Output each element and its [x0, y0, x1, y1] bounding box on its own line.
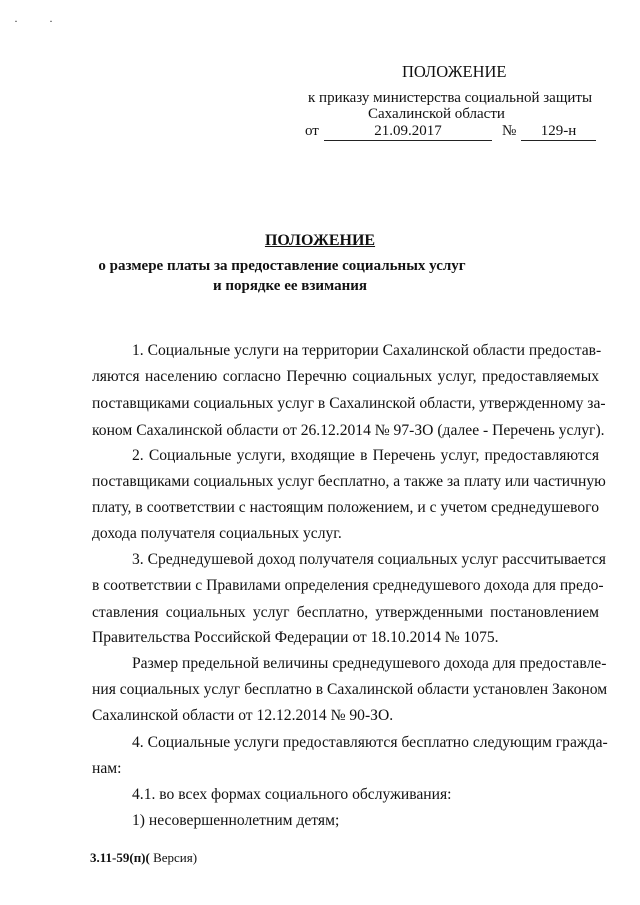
- body-line: дохода получателя социальных услуг.: [92, 525, 342, 542]
- body-line: 1) несовершеннолетним детям;: [132, 812, 340, 829]
- body-line: ляются населению согласно Перечню социальных услуг, предоставляемых: [92, 368, 599, 385]
- footer-version: Версия): [149, 850, 198, 865]
- body-line: коном Сахалинской области от 26.12.2014 № 97-ЗО (далее - Перечень услуг).: [92, 422, 605, 439]
- body-line: 2. Социальные услуги, входящие в Перечень услуг, предоставляются: [132, 447, 599, 464]
- document-title: [0, 232, 640, 250]
- body-line: в соответствии с Правилами определения среднедушевого дохода для предо-: [92, 577, 604, 594]
- body-line: Правительства Российской Федерации от 18.10.2014 № 1075.: [92, 629, 499, 646]
- header-order-line: к приказу министерства социальной защиты: [308, 90, 593, 106]
- body-line: ния социальных услуг бесплатно в Сахалинской области установлен Законом: [92, 681, 608, 698]
- header-number-sign: №: [502, 123, 517, 139]
- header-date: 21.09.2017: [324, 123, 492, 141]
- body-line: поставщиками социальных услуг бесплатно, а также за плату или частичную: [92, 473, 606, 490]
- body-line: 1. Социальные услуги на территории Сахалинской области предостав-: [132, 342, 602, 359]
- scan-artifact-dots: · ·: [14, 14, 67, 28]
- body-line: нам:: [92, 760, 122, 777]
- body-line: Сахалинской области от 12.12.2014 № 90-ЗО.: [92, 707, 394, 724]
- body-line: 4. Социальные услуги предоставляются бесплатно следующим гражда-: [132, 734, 608, 751]
- body-line: поставщиками социальных услуг в Сахалинской области, утвержденному за-: [92, 395, 606, 412]
- body-line: плату, в соответствии с настоящим положением, и с учетом среднедушевого: [92, 499, 599, 516]
- header-number: 129-н: [521, 123, 596, 141]
- document-title-text: ПОЛОЖЕНИЕ: [264, 232, 376, 249]
- body-line: Размер предельной величины среднедушевого дохода для предоставле-: [132, 655, 607, 672]
- document-subtitle-line2: и порядке ее взимания: [212, 278, 368, 294]
- footer-code: 3.11-59(п)(: [90, 850, 150, 865]
- body-line: ставления социальных услуг бесплатно, утвержденными постановлением: [92, 604, 599, 621]
- header-region-line: Сахалинской области: [368, 106, 505, 122]
- body-line: 3. Среднедушевой доход получателя социальных услуг рассчитывается: [132, 551, 606, 568]
- document-subtitle-line1: о размере платы за предоставление социальных услуг: [98, 258, 466, 274]
- body-line: 4.1. во всех формах социального обслуживания:: [132, 786, 452, 803]
- header-title: ПОЛОЖЕНИЕ: [402, 62, 507, 81]
- header-from-label: от: [305, 123, 319, 139]
- footer-doc-code: [90, 850, 197, 866]
